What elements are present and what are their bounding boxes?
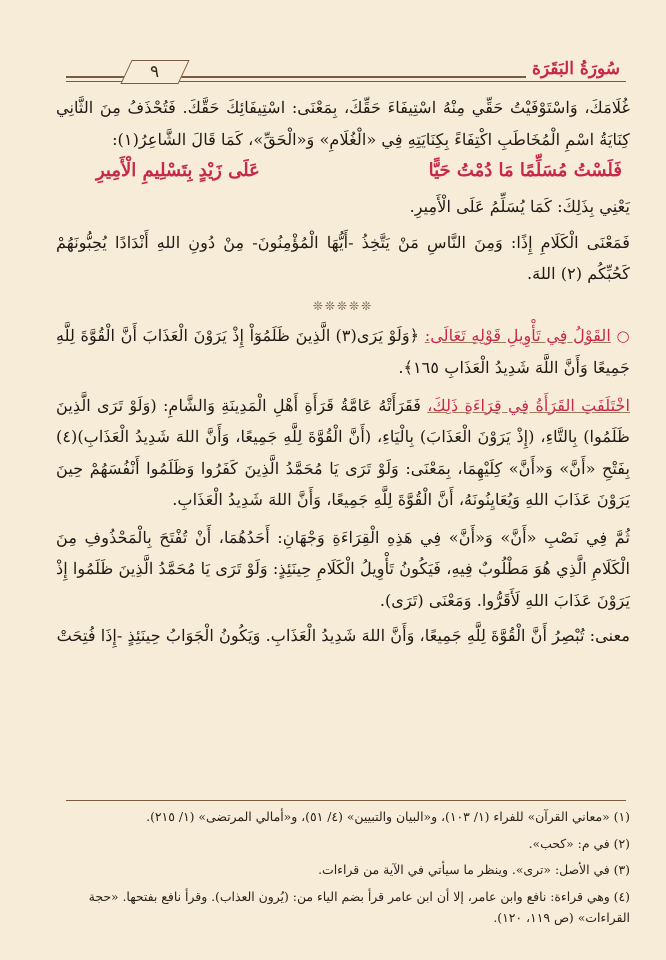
paragraph-1: غُلَامَكَ، وَاسْتَوْفَيْتُ حَقِّي مِنْهُ اسْتِيفَاءَ حَقِّكَ، بِمَعْنَى: اسْتِيفَائِكَ حَقَّكَ. فَتُحْذَفُ مِنَ الثَّانِي كِنَايَةُ اسْمِ الْمُخَاطَبِ اكْتِفَاءً بِكِنَايَتِهِ فِي «الْغُلَامِ» وَ«الْحَقِّ»، كَمَا قَالَ الشَّاعِرُ(١): [56, 98, 630, 149]
surah-title: سُورَةُ البَقَرَة [526, 58, 626, 80]
paragraph-4 [56, 390, 630, 516]
section-heading-label: القَوْلُ فِي تَأْوِيلِ قَوْلِهِ تَعَالَى: [424, 325, 611, 345]
paragraph-6: معنى: تُبْصِرُ أَنَّ الْقُوَّةَ لِلَّهِ جَمِيعًا، وَأَنَّ اللهَ شَدِيدُ الْعَذَابِ. وَيَكُونُ الْجَوَابُ حِينَئِذٍ -إِذَا فُتِحَتْ [56, 626, 630, 645]
poem-verse [56, 155, 630, 187]
poem-hemistich-first: فَلَسْتُ مُسَلِّمًا مَا دُمْتُ حَيًّا [428, 160, 622, 181]
footnote-rule [66, 800, 626, 801]
page-number-badge [120, 60, 189, 84]
poem-hemistich-second: عَلَى زَيْدٍ بِتَسْلِيمِ الْأَمِيرِ [96, 160, 260, 181]
footnote-2: (٢) في م: «كحب». [528, 835, 630, 851]
paragraph-4-body: فَقَرَأَتْهُ عَامَّةُ قَرَأَةِ أَهْلِ الْمَدِينَةِ وَالشَّامِ: (وَلَوْ تَرَى الَّذِينَ ظَلَمُوا) بِالتَّاءِ، (إِذْ يَرَوْنَ الْعَذَابَ) بِالْيَاءِ، (أَنَّ الْقُوَّةَ لِلَّهِ جَمِيعًا، وَأَنَّ اللهَ شَدِيدُ الْعَذَابِ)(٤) بِفَتْحِ «أَنَّ» وَ«أَنَّ» كِلَيْهِمَا، بِمَعْنَى: وَلَوْ تَرَى يَا مُحَمَّدُ الَّذِينَ كَفَرُوا وَظَلَمُوا أَنْفُسَهُمْ حِينَ يَرَوْنَ عَذَابَ اللهِ وَيُعَايِنُونَهُ، أَنَّ الْقُوَّةَ لِلَّهِ جَمِيعًا، وَأَنَّ اللهَ شَدِيدُ الْعَذَابِ. [56, 395, 630, 509]
main-text [56, 92, 630, 652]
paragraph-2: يَعْنِي بِذَلِكَ: كَمَا يُسَلِّمُ عَلَى الْأَمِيرِ. [409, 197, 630, 216]
section-divider: ❊❊❊❊❊ [312, 298, 374, 313]
section-heading-verse: ﴿وَلَوْ يَرَى(٣) الَّذِينَ ظَلَمُوٓاْ إِذْ يَرَوْنَ الْعَذَابَ أَنَّ الْقُوَّةَ لِلَّهِ جَمِيعًا وَأَنَّ اللَّهَ شَدِيدُ الْعَذَابِ ١٦٥﴾. [56, 325, 630, 377]
page-number: ٩ [150, 62, 160, 82]
footnote-3: (٣) في الأصل: «ترى». وينظر ما سيأتي في الآية من قراءات. [318, 862, 630, 877]
circle-marker-icon: ○ [616, 326, 630, 345]
footnote-1: (١) «معاني القرآن» للفراء (١/ ١٠٣)، و«البيان والتبيين» (٤/ ٥١)، و«أمالي المرتضى» (١/ ٢١٥). [146, 809, 630, 824]
paragraph-3: فَمَعْنَى الْكَلَامِ إِذًا: وَمِنَ النَّاسِ مَنْ يَتَّخِذُ -أَيُّهَا الْمُؤْمِنُونَ- مِنْ دُونِ اللهِ أَنْدَادًا يُحِبُّونَهُمْ كَحُبِّكُم (٢) اللهَ. [56, 232, 630, 283]
paragraph-4-lead: اخْتَلَفَتِ القَرَأَةُ فِي قِرَاءَةِ ذَلِكَ، [427, 395, 630, 415]
paragraph-5: ثُمَّ فِي نَصْبِ «أَنَّ» وَ«أَنَّ» فِي هَذِهِ الْقِرَاءَةِ وَجْهَانِ: أَحَدُهُمَا، أَنْ تُفْتَحَ بِالْمَحْذُوفِ مِنَ الْكَلَامِ الَّذِي هُوَ مَطْلُوبٌ فِيهِ، فَيَكُونُ تَأْوِيلُ الْكَلَامِ حِينَئِذٍ: وَلَوْ تَرَى يَا مُحَمَّدُ الَّذِينَ ظَلَمُوا إِذْ يَرَوْنَ عَذَابَ اللهِ لَأَقَرُّوا. وَمَعْنَى (تَرَى). [56, 527, 630, 610]
page-header [66, 58, 626, 88]
footnotes [56, 806, 630, 929]
section-heading [56, 320, 630, 384]
footnote-4: (٤) وهي قراءة: نافع وابن عامر، إلا أن ابن عامر قرأ بضم الياء من: (يُرون العذاب). وقرأ نافع بفتحها. «حجة القراءات» (ص ١١٩، ١٢٠). [88, 888, 630, 925]
